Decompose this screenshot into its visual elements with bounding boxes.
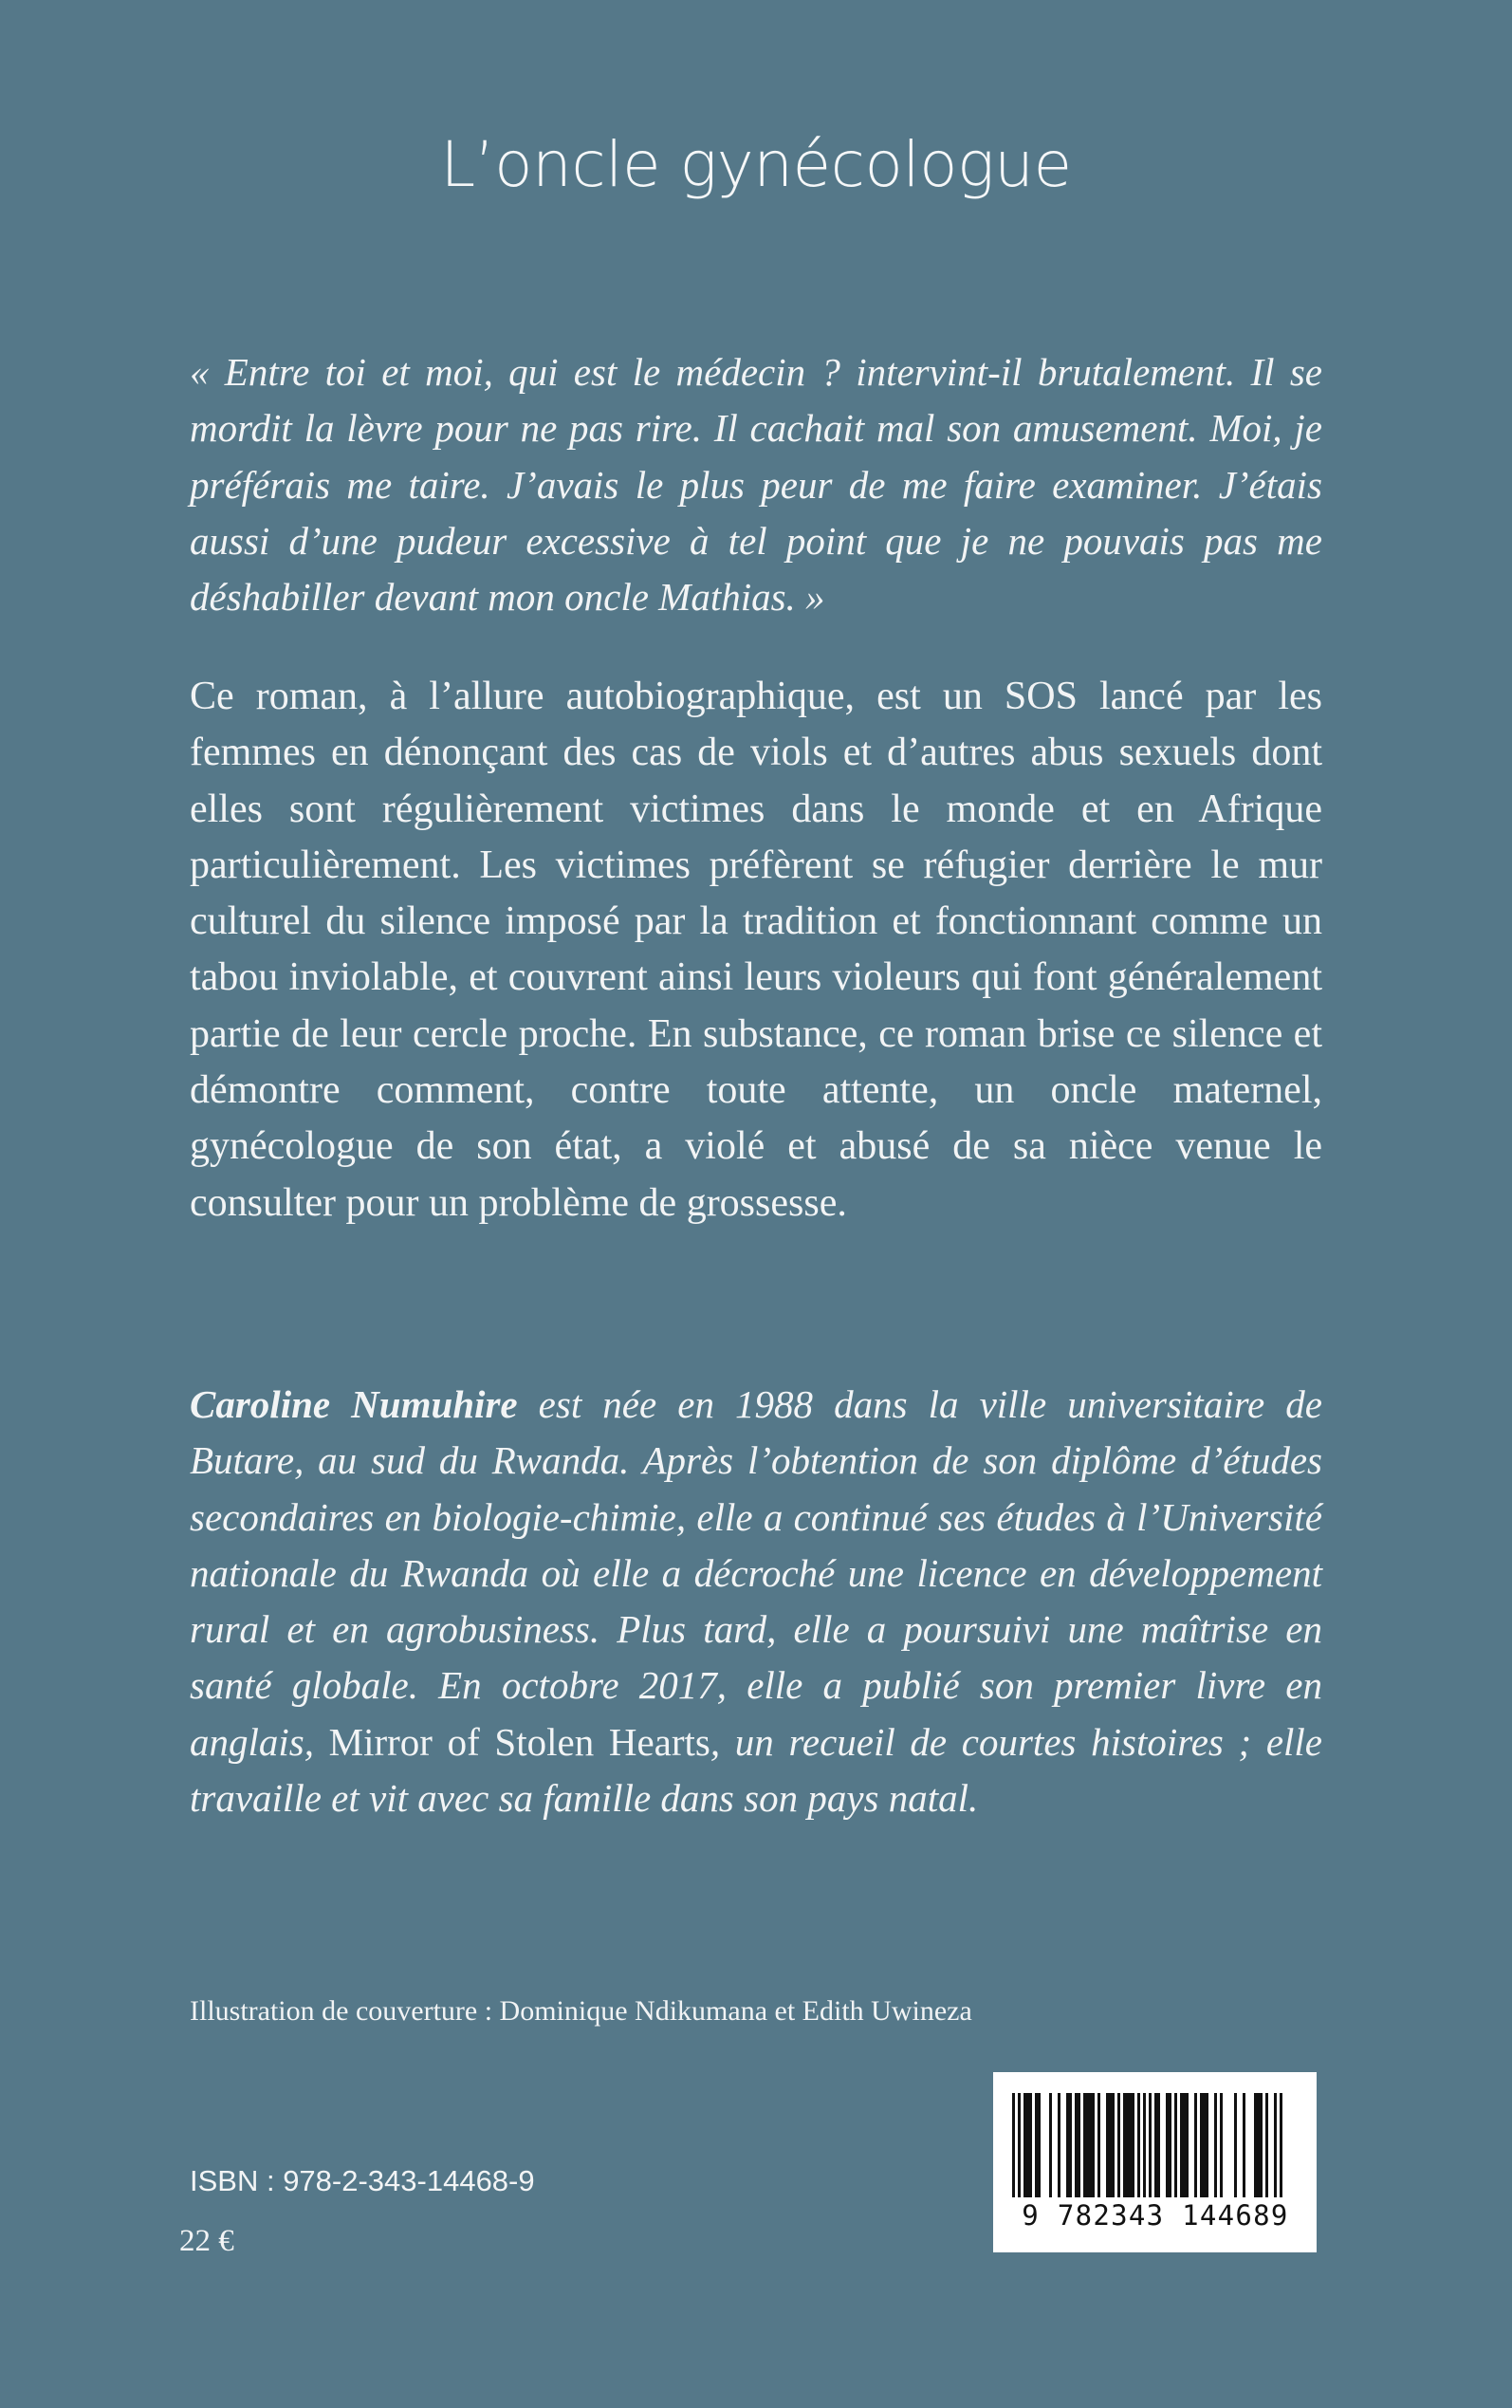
- barcode-bar: [1075, 2093, 1078, 2197]
- previous-book-title: Mirror of Stolen Hearts: [328, 1719, 710, 1764]
- barcode-bar: [1186, 2093, 1189, 2197]
- barcode-bar: [1132, 2093, 1134, 2197]
- barcode-bar: [1089, 2093, 1092, 2197]
- barcode-bar: [1169, 2093, 1171, 2197]
- barcode-bar: [1194, 2093, 1197, 2197]
- barcode-bar: [1149, 2093, 1152, 2197]
- barcode-bar: [1112, 2093, 1115, 2197]
- barcode-bar: [1078, 2093, 1080, 2197]
- barcode-bar: [1038, 2093, 1041, 2197]
- barcode-bar: [1243, 2093, 1245, 2197]
- barcode-bar: [1069, 2093, 1072, 2197]
- excerpt-quote: « Entre toi et moi, qui est le médecin ? intervint-il brutalement. Il se mordit la lèvre pour ne pas rire. Il cachait mal son amusement. Moi, je préférais me taire. J’avais le plus peur de me faire examiner. J’étais aussi d’une pudeur excessive à tel point que je ne pouvais pas me déshabiller devant mon oncle Mathias. »: [190, 350, 1322, 620]
- barcode-bar: [1200, 2093, 1203, 2197]
- author-biography: [190, 1377, 1322, 1826]
- barcode-bar: [1012, 2093, 1015, 2197]
- author-bio-text-end: , un recueil de courtes histoires ; elle travaille et vit avec sa famille dans son pays natal.: [190, 1719, 1322, 1821]
- barcode-bar: [1220, 2093, 1223, 2197]
- barcode-bar: [1274, 2093, 1277, 2197]
- barcode-bar: [1023, 2093, 1026, 2197]
- barcode-bars: [1012, 2093, 1297, 2197]
- barcode-bar: [1166, 2093, 1169, 2197]
- barcode-bar: [1049, 2093, 1052, 2197]
- barcode-bar: [1154, 2093, 1157, 2197]
- barcode-bar: [1280, 2093, 1282, 2197]
- barcode-bar: [1092, 2093, 1095, 2197]
- barcode-bar: [1083, 2093, 1086, 2197]
- barcode-bar: [1143, 2093, 1146, 2197]
- barcode-bar: [1018, 2093, 1021, 2197]
- author-bio-text: est née en 1988 dans la ville universitaire de Butare, au sud du Rwanda. Après l’obtention de son diplôme d’études secondaires en biologie-chimie, elle a continué ses études à l’Université nationale du Rwanda où elle a décroché une licence en développement rural et en agrobusiness. Plus tard, elle a poursuivi une maîtrise en santé globale. En octobre 2017, elle a publié son premier livre en anglais,: [190, 1382, 1322, 1764]
- barcode-bar: [1126, 2093, 1129, 2197]
- isbn-number: ISBN : 978-2-343-14468-9: [190, 2164, 535, 2197]
- book-title: L’oncle gynécologue: [440, 128, 1072, 201]
- barcode-bar: [1174, 2093, 1177, 2197]
- book-summary: Ce roman, à l’allure autobiographique, est un SOS lancé par les femmes en dénonçant des cas de viols et d’autres abus sexuels dont elles sont régulièrement victimes dans le monde et en Afrique particulièrement. Les victimes préfèrent se réfugier derrière le mur culturel du silence imposé par la tradition et fonctionnant comme un tabou inviolable, et couvrent ainsi leurs violeurs qui font généralement partie de leur cercle proche. En substance, ce roman brise ce silence et démontre comment, contre toute attente, un oncle maternel, gynécologue de son état, a violé et abusé de sa nièce venue le consulter pour un problème de grossesse.: [190, 675, 1322, 1225]
- price: 22 €: [179, 2224, 234, 2258]
- barcode-bar: [1117, 2093, 1120, 2197]
- barcode-bar: [1260, 2093, 1263, 2197]
- barcode-bar: [1066, 2093, 1069, 2197]
- barcode-bar: [1129, 2093, 1132, 2197]
- author-name: Caroline Numuhire: [190, 1382, 518, 1426]
- barcode-bar: [1206, 2093, 1208, 2197]
- barcode-bar: [1058, 2093, 1060, 2197]
- barcode-bar: [1203, 2093, 1206, 2197]
- barcode-bar: [1029, 2093, 1032, 2197]
- barcode-bar: [1123, 2093, 1126, 2197]
- barcode-bar: [1109, 2093, 1112, 2197]
- cover-illustration-credit: Illustration de couverture : Dominique Ndikumana et Edith Uwineza: [190, 1995, 972, 2027]
- barcode-bar: [1265, 2093, 1268, 2197]
- barcode-bar: [1035, 2093, 1038, 2197]
- barcode-bar: [1234, 2093, 1237, 2197]
- barcode-digits: 9 782343 144689: [1022, 2199, 1289, 2232]
- barcode-bar: [1254, 2093, 1257, 2197]
- barcode-bar: [1086, 2093, 1089, 2197]
- barcode-bar: [1157, 2093, 1160, 2197]
- isbn-barcode: [993, 2072, 1317, 2252]
- barcode-bar: [1137, 2093, 1140, 2197]
- barcode-bar: [1097, 2093, 1100, 2197]
- barcode-bar: [1183, 2093, 1186, 2197]
- barcode-bar: [1106, 2093, 1109, 2197]
- barcode-bar: [1214, 2093, 1217, 2197]
- barcode-bar: [1257, 2093, 1260, 2197]
- barcode-bar: [1180, 2093, 1183, 2197]
- barcode-bar: [1026, 2093, 1029, 2197]
